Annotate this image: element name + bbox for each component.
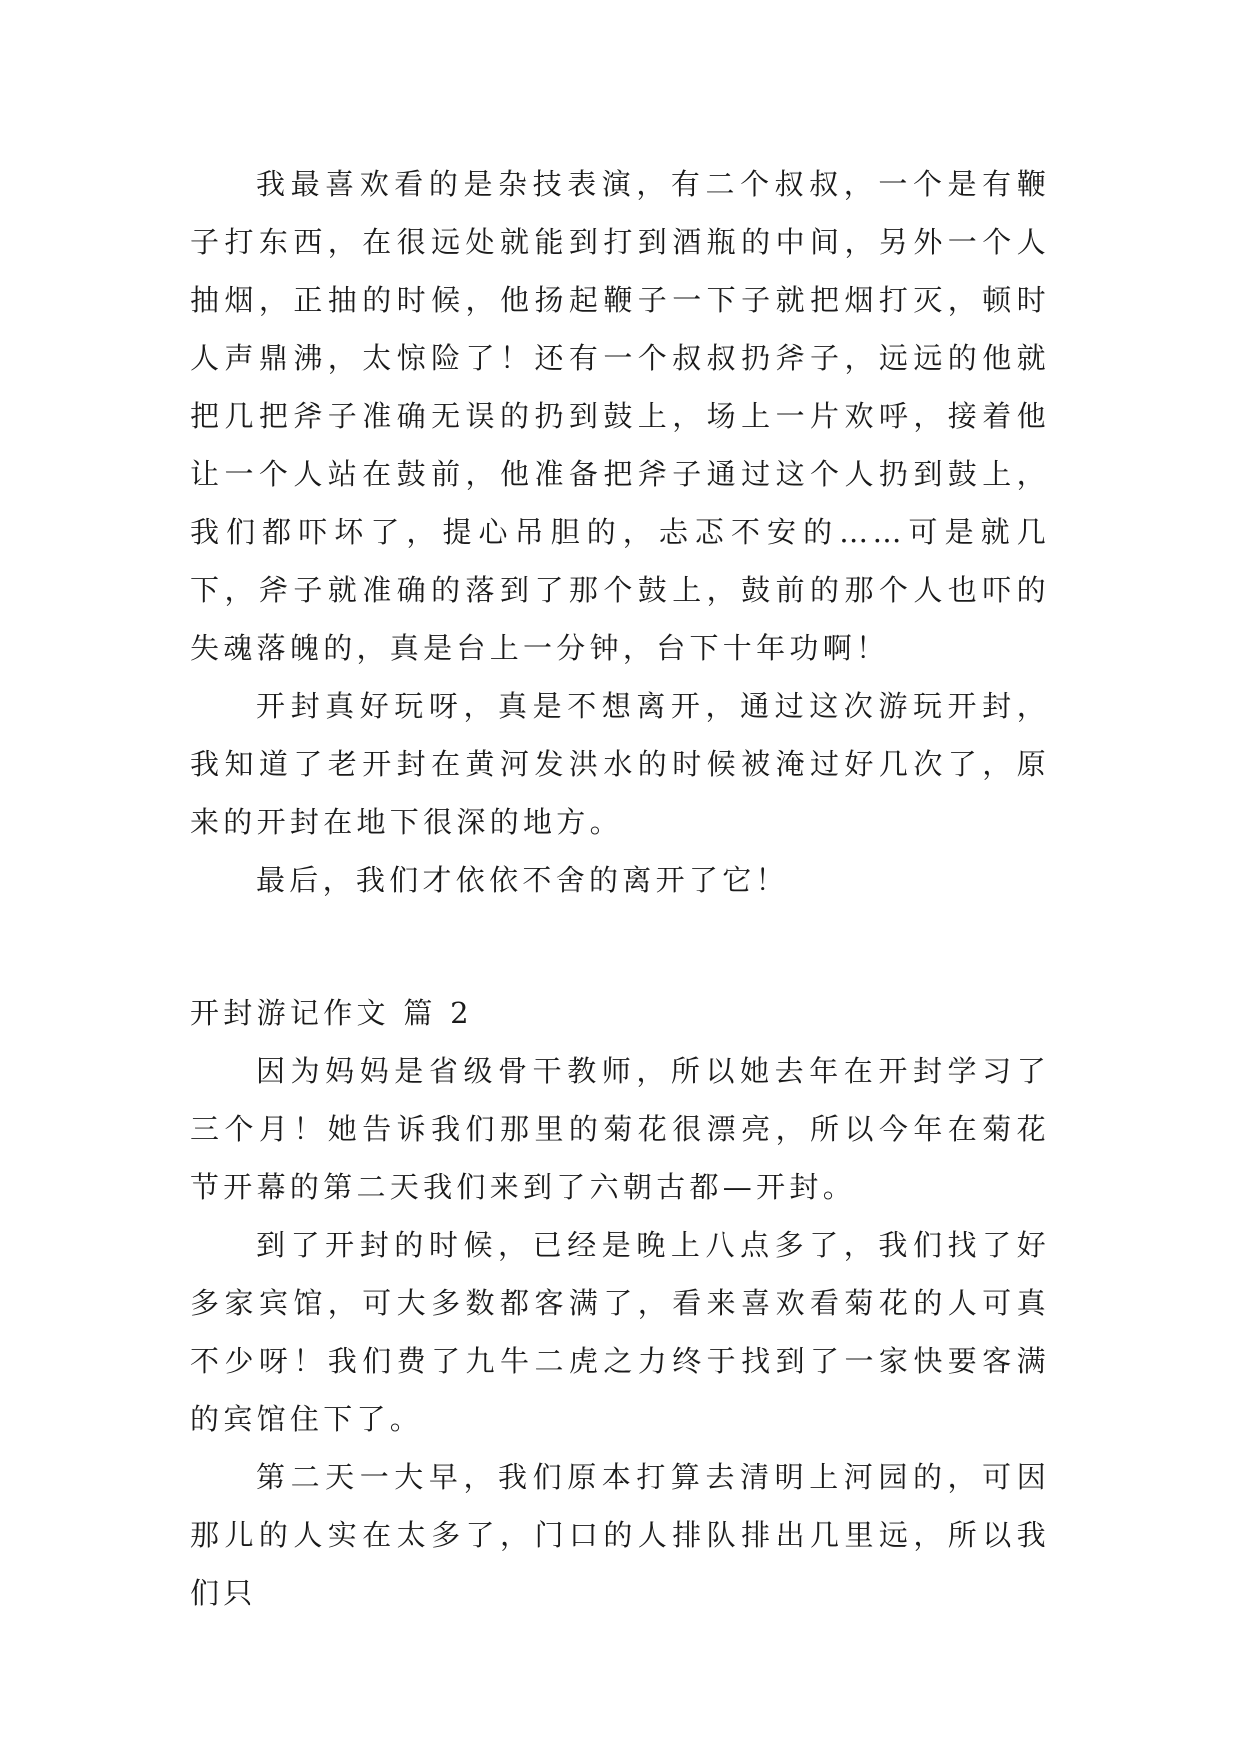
paragraph-kaifeng-fun: 开封真好玩呀，真是不想离开，通过这次游玩开封，我知道了老开封在黄河发洪水的时候被淹过好几次了，原来的开封在地下很深的地方。 [190, 689, 1050, 839]
paragraph-mother-teacher: 因为妈妈是省级骨干教师，所以她去年在开封学习了三个月！她告诉我们那里的菊花很漂亮，所以今年在菊花节开幕的第二天我们来到了六朝古都—开封。 [190, 1054, 1050, 1204]
paragraph-leaving: 最后，我们才依依不舍的离开了它！ [256, 863, 789, 897]
paragraph-acrobatics: 我最喜欢看的是杂技表演，有二个叔叔，一个是有鞭子打东西，在很远处就能到打到酒瓶的中间，另外一个人抽烟，正抽的时候，他扬起鞭子一下子就把烟打灭，顿时人声鼎沸，太惊险了！还有一个叔叔扔斧子，远远的他就把几把斧子准确无误的扔到鼓上，场上一片欢呼，接着他让一个人站在鼓前，他准备把斧子通过这个人扔到鼓上，我们都吓坏了，提心吊胆的，忐忑不安的……可是就几下，斧子就准确的落到了那个鼓上，鼓前的那个人也吓的失魂落魄的，真是台上一分钟，台下十年功啊！ [190, 167, 1050, 665]
body-text-part-2 [190, 1042, 1050, 1622]
paragraph-next-morning: 第二天一大早，我们原本打算去清明上河园的，可因那儿的人实在太多了，门口的人排队排出几里远，所以我们只 [190, 1460, 1050, 1610]
section-heading: 开封游记作文 篇 2 [190, 996, 473, 1030]
body-text-part-1 [190, 155, 1050, 909]
paragraph-hotel: 到了开封的时候，已经是晚上八点多了，我们找了好多家宾馆，可大多数都客满了，看来喜欢看菊花的人可真不少呀！我们费了九牛二虎之力终于找到了一家快要客满的宾馆住下了。 [190, 1228, 1050, 1436]
